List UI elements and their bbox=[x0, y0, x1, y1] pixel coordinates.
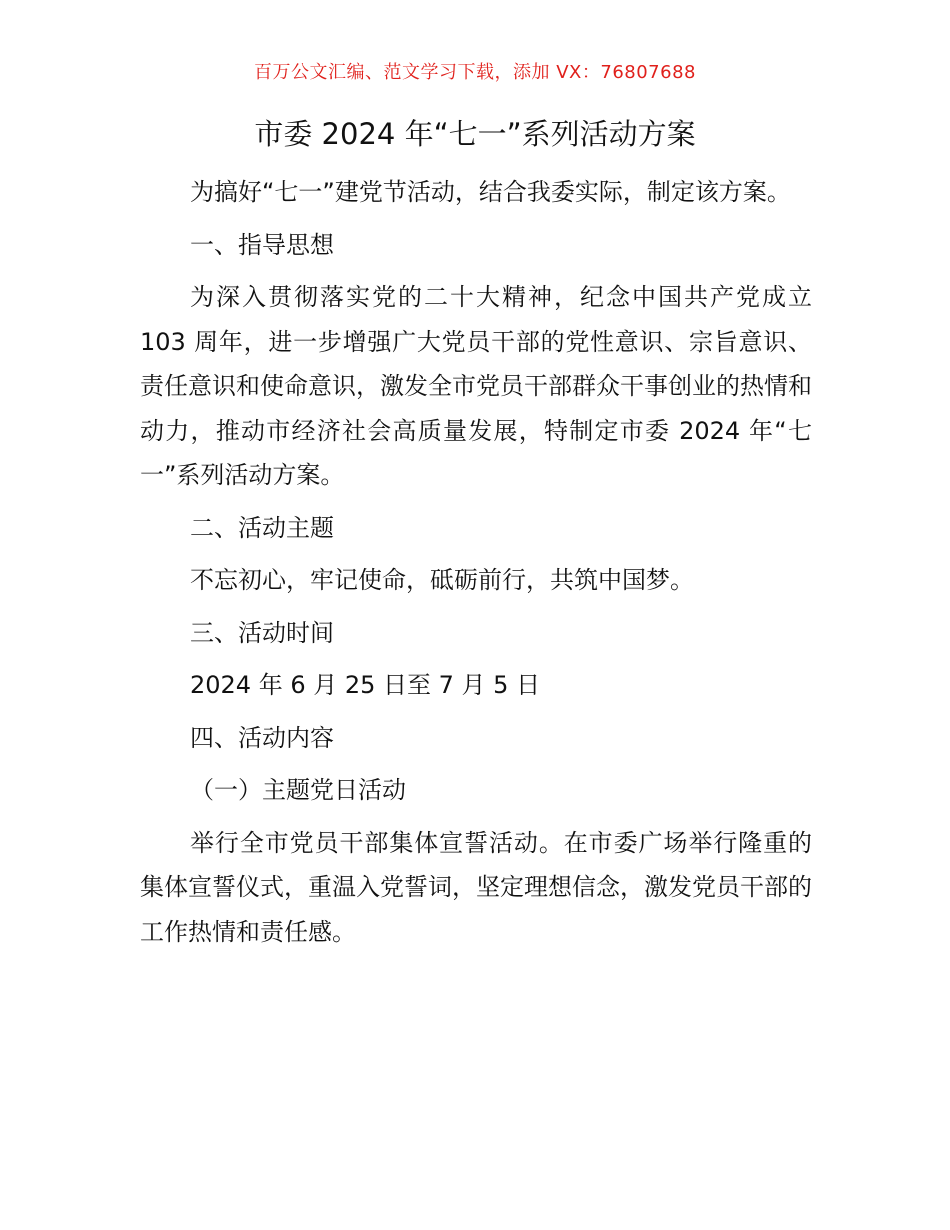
time-paragraph: 2024 年 6 月 25 日至 7 月 5 日 bbox=[190, 671, 541, 699]
document-title: 市委 2024 年“七一”系列活动方案 bbox=[254, 117, 696, 151]
section-heading: 四、活动内容 bbox=[190, 723, 334, 752]
theme-paragraph: 不忘初心，牢记使命，砥砺前行，共筑中国梦。 bbox=[190, 566, 694, 594]
content-paragraph: 举行全市党员干部集体宣誓活动。在市委广场举行隆重的集体宣誓仪式，重温入党誓词，坚定理想信念，激发党员干部的工作热情和责任感。 bbox=[140, 828, 812, 946]
section-heading: 二、活动主题 bbox=[190, 513, 334, 542]
guiding-thought-paragraph: 为深入贯彻落实党的二十大精神，纪念中国共产党成立 103 周年，进一步增强广大党员干部的党性意识、宗旨意识、责任意识和使命意识，激发全市党员干部群众干事创业的热情和动力，推动市经济社会高质量发展，特制定市委 2024 年“七一”系列活动方案。 bbox=[140, 283, 812, 489]
subsection-heading: （一）主题党日活动 bbox=[190, 776, 406, 804]
document-body bbox=[140, 170, 812, 962]
watermark-banner: 百万公文汇编、范文学习下载，添加 VX：76807688 bbox=[254, 62, 696, 83]
intro-paragraph: 为搞好“七一”建党节活动，结合我委实际，制定该方案。 bbox=[190, 178, 791, 206]
section-heading: 三、活动时间 bbox=[190, 618, 334, 647]
section-heading: 一、指导思想 bbox=[190, 230, 334, 259]
